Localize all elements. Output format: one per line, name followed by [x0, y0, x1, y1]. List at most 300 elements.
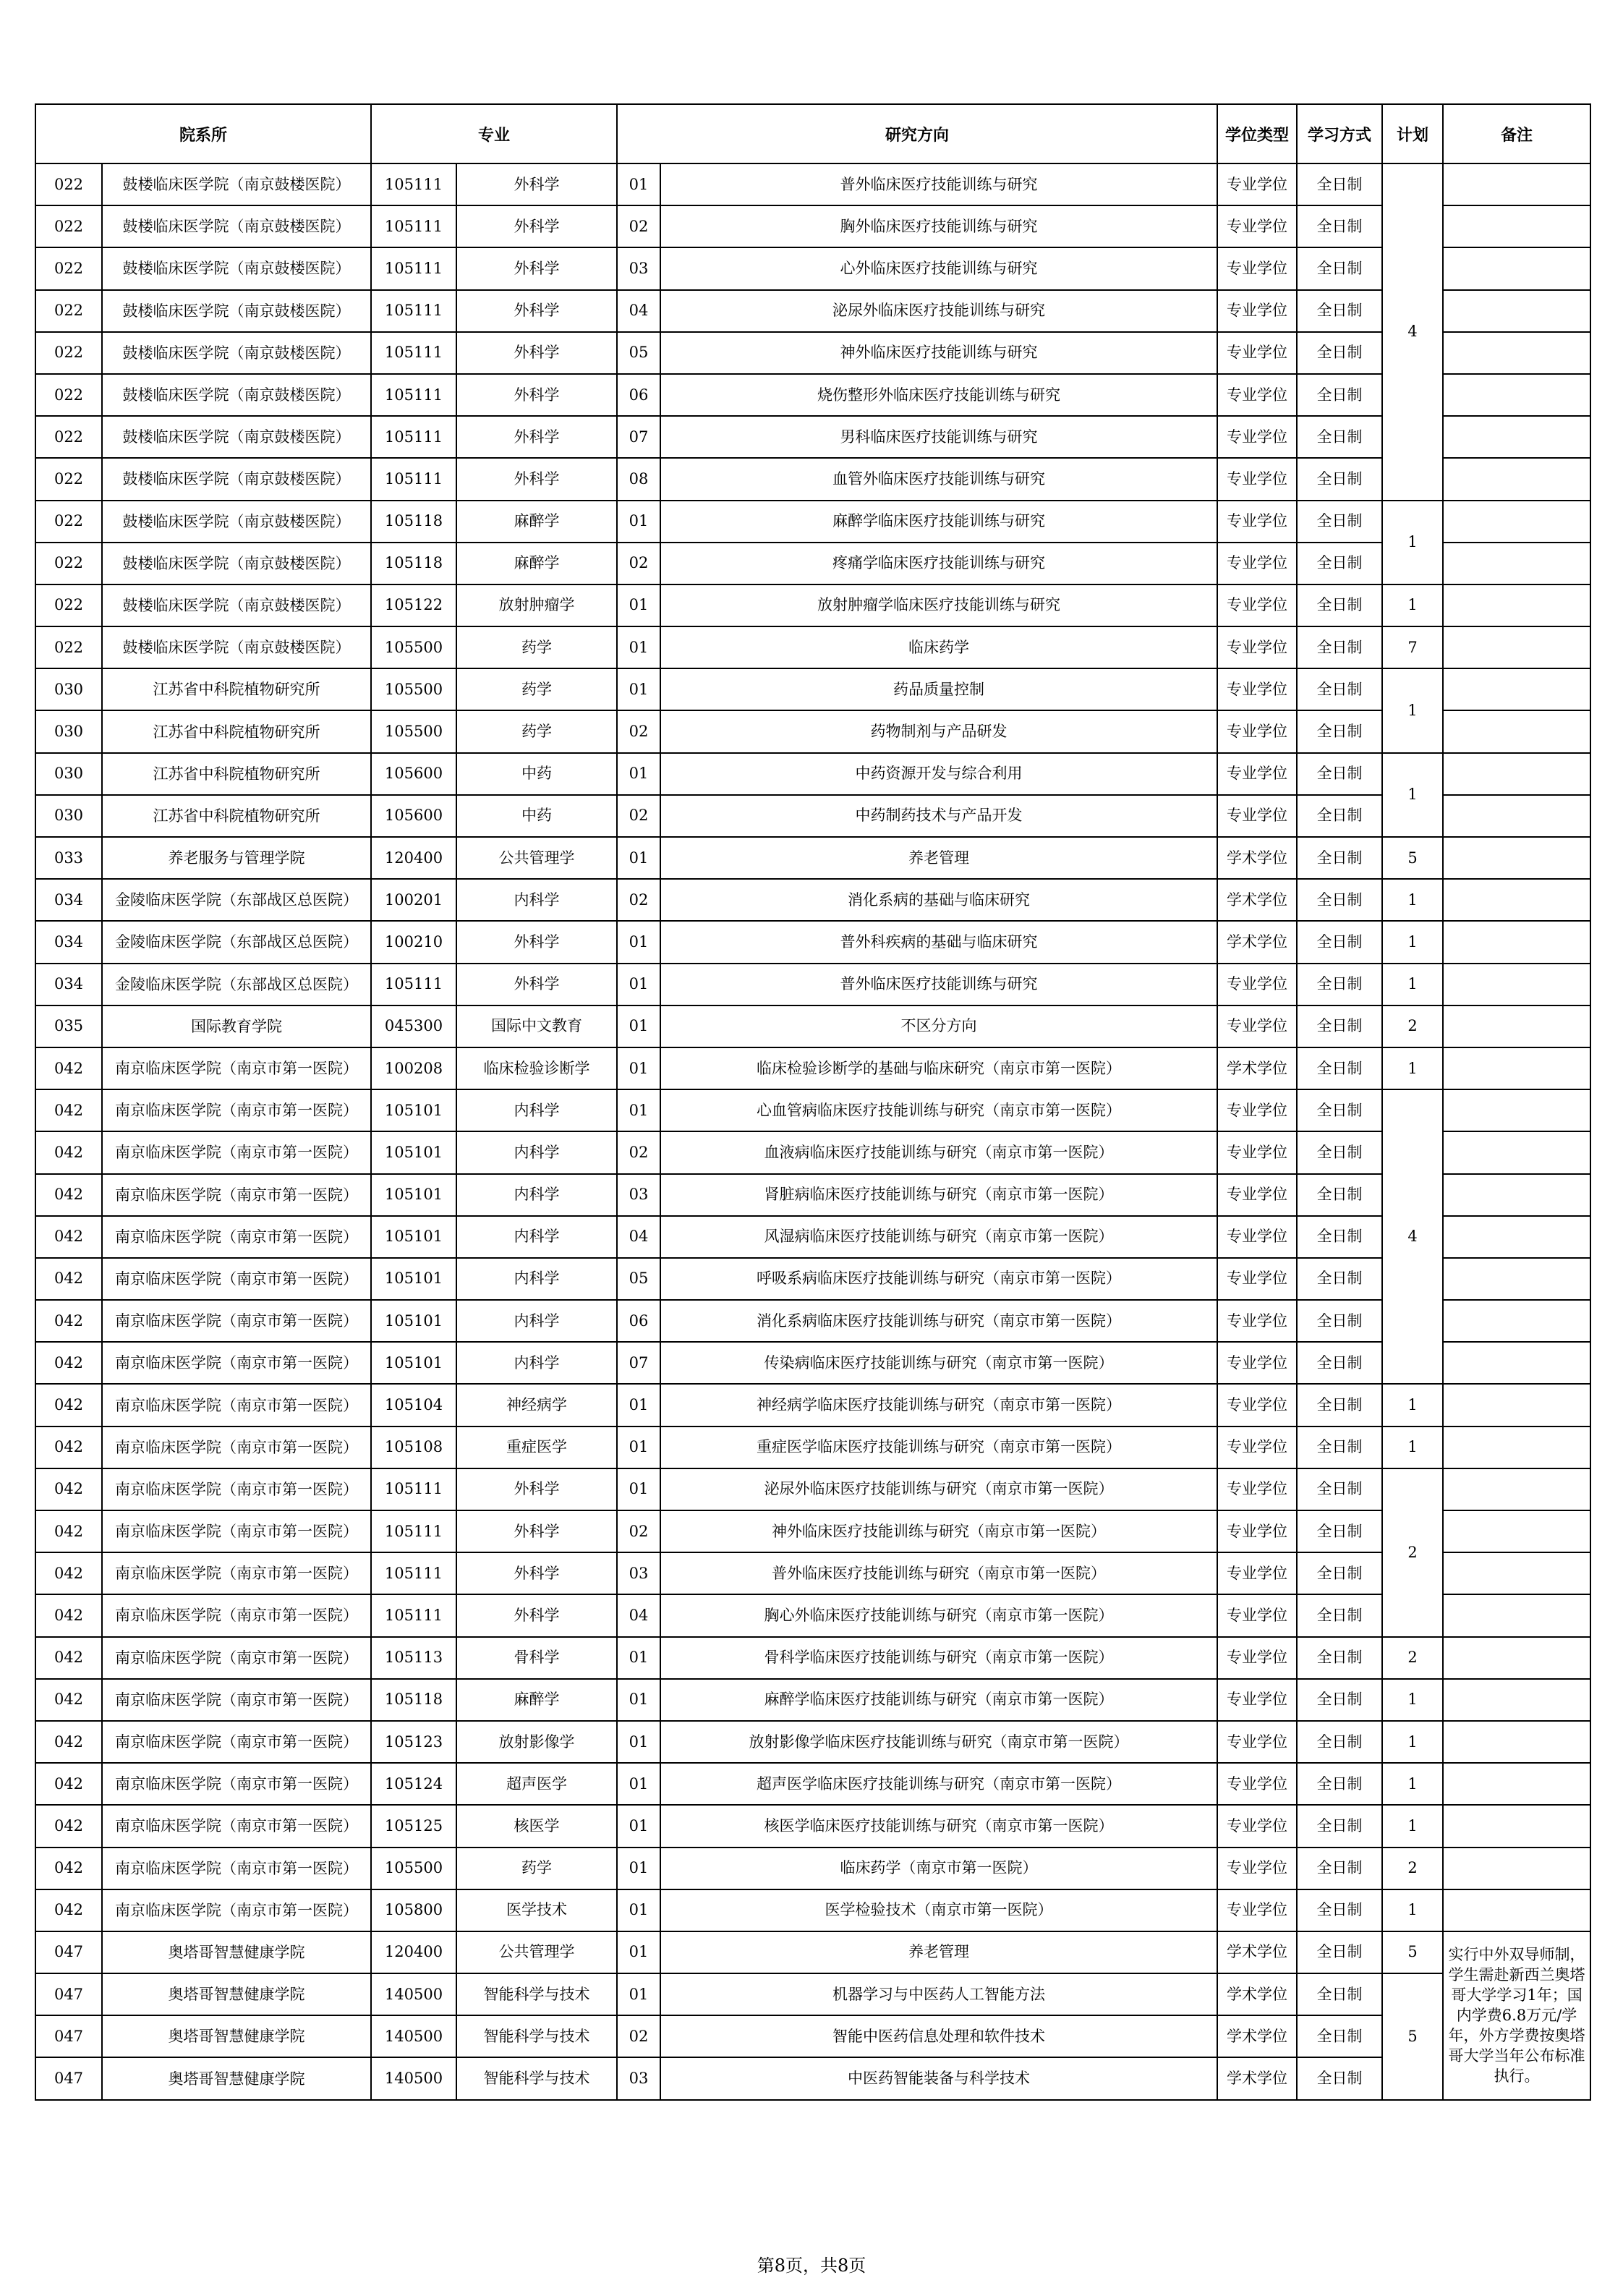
major-name: 麻醉学 [456, 1679, 617, 1721]
table-body [35, 163, 1590, 2100]
major-name: 内科学 [456, 1089, 617, 1131]
degree-type: 专业学位 [1217, 1174, 1297, 1216]
degree-type: 专业学位 [1217, 458, 1297, 500]
study-mode: 全日制 [1297, 1089, 1382, 1131]
college-name: 鼓楼临床医学院（南京鼓楼医院） [102, 332, 371, 374]
table-row [35, 416, 1590, 458]
major-code: 105113 [371, 1637, 456, 1679]
table-row [35, 1300, 1590, 1342]
degree-type: 专业学位 [1217, 710, 1297, 752]
direction-name: 临床药学 [660, 626, 1217, 668]
major-code: 105125 [371, 1805, 456, 1847]
college-name: 南京临床医学院（南京市第一医院） [102, 1594, 371, 1636]
degree-type: 专业学位 [1217, 374, 1297, 416]
direction-name: 重症医学临床医疗技能训练与研究（南京市第一医院） [660, 1427, 1217, 1468]
study-mode: 全日制 [1297, 1848, 1382, 1889]
table-row [35, 1510, 1590, 1552]
college-name: 南京临床医学院（南京市第一医院） [102, 1384, 371, 1426]
major-name: 内科学 [456, 1342, 617, 1384]
major-name: 外科学 [456, 458, 617, 500]
table-row [35, 837, 1590, 879]
table-row [35, 1131, 1590, 1173]
major-name: 核医学 [456, 1805, 617, 1847]
remarks-cell [1443, 1594, 1590, 1636]
degree-type: 专业学位 [1217, 668, 1297, 710]
direction-name: 放射肿瘤学临床医疗技能训练与研究 [660, 584, 1217, 626]
study-mode: 全日制 [1297, 416, 1382, 458]
major-name: 外科学 [456, 416, 617, 458]
study-mode: 全日制 [1297, 1889, 1382, 1931]
direction-code: 01 [617, 753, 660, 795]
table-row [35, 1552, 1590, 1594]
study-mode: 全日制 [1297, 1763, 1382, 1805]
major-code: 105500 [371, 626, 456, 668]
study-mode: 全日制 [1297, 205, 1382, 247]
direction-code: 02 [617, 543, 660, 584]
study-mode: 全日制 [1297, 2015, 1382, 2057]
major-name: 医学技术 [456, 1889, 617, 1931]
direction-name: 麻醉学临床医疗技能训练与研究 [660, 501, 1217, 543]
major-code: 120400 [371, 1931, 456, 1973]
direction-name: 心血管病临床医疗技能训练与研究（南京市第一医院） [660, 1089, 1217, 1131]
college-name: 鼓楼临床医学院（南京鼓楼医院） [102, 374, 371, 416]
degree-type: 专业学位 [1217, 247, 1297, 289]
college-code: 022 [35, 205, 102, 247]
plan-count: 1 [1382, 668, 1443, 752]
major-name: 内科学 [456, 1174, 617, 1216]
direction-code: 02 [617, 1510, 660, 1552]
direction-name: 养老管理 [660, 1931, 1217, 1973]
remarks-cell [1443, 416, 1590, 458]
major-name: 药学 [456, 668, 617, 710]
degree-type: 专业学位 [1217, 1679, 1297, 1721]
table-row [35, 332, 1590, 374]
plan-count: 2 [1382, 1848, 1443, 1889]
study-mode: 全日制 [1297, 1594, 1382, 1636]
degree-type: 专业学位 [1217, 501, 1297, 543]
college-name: 金陵临床医学院（东部战区总医院） [102, 964, 371, 1005]
direction-name: 智能中医药信息处理和软件技术 [660, 2015, 1217, 2057]
college-code: 042 [35, 1089, 102, 1131]
degree-type: 专业学位 [1217, 1089, 1297, 1131]
plan-count: 1 [1382, 1679, 1443, 1721]
college-name: 鼓楼临床医学院（南京鼓楼医院） [102, 416, 371, 458]
table-row [35, 163, 1590, 205]
major-code: 105111 [371, 964, 456, 1005]
direction-code: 02 [617, 1131, 660, 1173]
table-row [35, 668, 1590, 710]
table-row [35, 1342, 1590, 1384]
study-mode: 全日制 [1297, 1300, 1382, 1342]
degree-type: 专业学位 [1217, 1427, 1297, 1468]
header-study-mode: 学习方式 [1297, 104, 1382, 163]
plan-count: 1 [1382, 1805, 1443, 1847]
table-row [35, 1384, 1590, 1426]
remarks-cell [1443, 584, 1590, 626]
college-name: 南京临床医学院（南京市第一医院） [102, 1131, 371, 1173]
table-row [35, 626, 1590, 668]
direction-name: 骨科学临床医疗技能训练与研究（南京市第一医院） [660, 1637, 1217, 1679]
college-code: 033 [35, 837, 102, 879]
degree-type: 专业学位 [1217, 753, 1297, 795]
college-code: 022 [35, 626, 102, 668]
direction-code: 02 [617, 2015, 660, 2057]
college-name: 南京临床医学院（南京市第一医院） [102, 1089, 371, 1131]
major-code: 105111 [371, 374, 456, 416]
major-name: 临床检验诊断学 [456, 1047, 617, 1089]
college-code: 022 [35, 163, 102, 205]
major-name: 外科学 [456, 247, 617, 289]
remarks-cell [1443, 1468, 1590, 1510]
major-code: 045300 [371, 1005, 456, 1047]
major-name: 外科学 [456, 163, 617, 205]
college-name: 南京临床医学院（南京市第一医院） [102, 1805, 371, 1847]
college-code: 022 [35, 374, 102, 416]
college-code: 034 [35, 921, 102, 963]
remarks-cell [1443, 1679, 1590, 1721]
college-name: 南京临床医学院（南京市第一医院） [102, 1300, 371, 1342]
direction-code: 01 [617, 1047, 660, 1089]
study-mode: 全日制 [1297, 290, 1382, 332]
study-mode: 全日制 [1297, 1805, 1382, 1847]
direction-name: 麻醉学临床医疗技能训练与研究（南京市第一医院） [660, 1679, 1217, 1721]
direction-code: 05 [617, 332, 660, 374]
table-row [35, 458, 1590, 500]
header-plan: 计划 [1382, 104, 1443, 163]
degree-type: 专业学位 [1217, 795, 1297, 837]
major-name: 智能科学与技术 [456, 1973, 617, 2015]
college-code: 042 [35, 1889, 102, 1931]
study-mode: 全日制 [1297, 1931, 1382, 1973]
direction-code: 01 [617, 921, 660, 963]
direction-code: 05 [617, 1258, 660, 1300]
college-name: 鼓楼临床医学院（南京鼓楼医院） [102, 501, 371, 543]
table-row [35, 964, 1590, 1005]
plan-count: 1 [1382, 879, 1443, 921]
college-code: 022 [35, 543, 102, 584]
major-code: 105108 [371, 1427, 456, 1468]
college-code: 042 [35, 1047, 102, 1089]
study-mode: 全日制 [1297, 501, 1382, 543]
direction-name: 临床药学（南京市第一医院） [660, 1848, 1217, 1889]
major-name: 外科学 [456, 1552, 617, 1594]
major-code: 105122 [371, 584, 456, 626]
direction-name: 血管外临床医疗技能训练与研究 [660, 458, 1217, 500]
remarks-cell [1443, 1721, 1590, 1763]
major-name: 外科学 [456, 1594, 617, 1636]
major-code: 105111 [371, 1468, 456, 1510]
direction-name: 核医学临床医疗技能训练与研究（南京市第一医院） [660, 1805, 1217, 1847]
college-code: 042 [35, 1300, 102, 1342]
college-name: 鼓楼临床医学院（南京鼓楼医院） [102, 163, 371, 205]
degree-type: 专业学位 [1217, 416, 1297, 458]
college-name: 鼓楼临床医学院（南京鼓楼医院） [102, 626, 371, 668]
remarks-cell [1443, 1300, 1590, 1342]
remarks-cell [1443, 1889, 1590, 1931]
direction-code: 01 [617, 1889, 660, 1931]
study-mode: 全日制 [1297, 626, 1382, 668]
plan-count: 4 [1382, 1089, 1443, 1384]
study-mode: 全日制 [1297, 584, 1382, 626]
major-code: 105111 [371, 1552, 456, 1594]
study-mode: 全日制 [1297, 1005, 1382, 1047]
study-mode: 全日制 [1297, 247, 1382, 289]
college-name: 江苏省中科院植物研究所 [102, 710, 371, 752]
plan-count: 1 [1382, 921, 1443, 963]
study-mode: 全日制 [1297, 1637, 1382, 1679]
table-row [35, 710, 1590, 752]
college-name: 江苏省中科院植物研究所 [102, 753, 371, 795]
plan-count: 1 [1382, 1889, 1443, 1931]
college-code: 042 [35, 1637, 102, 1679]
college-name: 养老服务与管理学院 [102, 837, 371, 879]
direction-code: 01 [617, 1973, 660, 2015]
degree-type: 专业学位 [1217, 290, 1297, 332]
direction-code: 01 [617, 837, 660, 879]
direction-code: 03 [617, 1552, 660, 1594]
major-name: 药学 [456, 626, 617, 668]
plan-count: 4 [1382, 163, 1443, 501]
direction-code: 01 [617, 1763, 660, 1805]
major-name: 外科学 [456, 374, 617, 416]
degree-type: 专业学位 [1217, 1763, 1297, 1805]
remarks-cell [1443, 1216, 1590, 1258]
direction-code: 04 [617, 1594, 660, 1636]
degree-type: 专业学位 [1217, 1300, 1297, 1342]
direction-name: 烧伤整形外临床医疗技能训练与研究 [660, 374, 1217, 416]
direction-name: 药品质量控制 [660, 668, 1217, 710]
college-name: 奥塔哥智慧健康学院 [102, 1931, 371, 1973]
degree-type: 专业学位 [1217, 1216, 1297, 1258]
college-name: 鼓楼临床医学院（南京鼓楼医院） [102, 458, 371, 500]
major-name: 中药 [456, 795, 617, 837]
degree-type: 专业学位 [1217, 1131, 1297, 1173]
table-row [35, 1931, 1590, 1973]
major-name: 药学 [456, 710, 617, 752]
major-code: 100208 [371, 1047, 456, 1089]
direction-name: 疼痛学临床医疗技能训练与研究 [660, 543, 1217, 584]
college-code: 022 [35, 332, 102, 374]
direction-name: 泌尿外临床医疗技能训练与研究（南京市第一医院） [660, 1468, 1217, 1510]
plan-count: 2 [1382, 1468, 1443, 1637]
direction-code: 02 [617, 710, 660, 752]
table-row [35, 879, 1590, 921]
major-name: 超声医学 [456, 1763, 617, 1805]
major-name: 重症医学 [456, 1427, 617, 1468]
major-code: 105101 [371, 1216, 456, 1258]
remarks-cell [1443, 1427, 1590, 1468]
college-name: 国际教育学院 [102, 1005, 371, 1047]
table-row [35, 2015, 1590, 2057]
plan-count: 2 [1382, 1637, 1443, 1679]
table-row [35, 1679, 1590, 1721]
major-name: 骨科学 [456, 1637, 617, 1679]
degree-type: 学术学位 [1217, 837, 1297, 879]
direction-code: 01 [617, 1089, 660, 1131]
major-name: 内科学 [456, 1300, 617, 1342]
major-name: 内科学 [456, 879, 617, 921]
college-code: 022 [35, 458, 102, 500]
major-code: 105500 [371, 668, 456, 710]
major-name: 麻醉学 [456, 501, 617, 543]
direction-name: 超声医学临床医疗技能训练与研究（南京市第一医院） [660, 1763, 1217, 1805]
remarks-cell [1443, 1174, 1590, 1216]
remarks-cell [1443, 1552, 1590, 1594]
college-name: 鼓楼临床医学院（南京鼓楼医院） [102, 247, 371, 289]
direction-name: 机器学习与中医药人工智能方法 [660, 1973, 1217, 2015]
major-code: 140500 [371, 2057, 456, 2099]
degree-type: 专业学位 [1217, 1721, 1297, 1763]
degree-type: 专业学位 [1217, 1805, 1297, 1847]
degree-type: 学术学位 [1217, 879, 1297, 921]
major-name: 外科学 [456, 332, 617, 374]
table-row [35, 1005, 1590, 1047]
major-code: 105111 [371, 247, 456, 289]
study-mode: 全日制 [1297, 1552, 1382, 1594]
direction-code: 06 [617, 1300, 660, 1342]
table-row [35, 1258, 1590, 1300]
major-code: 105111 [371, 458, 456, 500]
major-code: 105101 [371, 1131, 456, 1173]
plan-count: 5 [1382, 1973, 1443, 2100]
major-code: 105118 [371, 1679, 456, 1721]
direction-name: 临床检验诊断学的基础与临床研究（南京市第一医院） [660, 1047, 1217, 1089]
study-mode: 全日制 [1297, 1468, 1382, 1510]
college-code: 047 [35, 2015, 102, 2057]
header-remarks: 备注 [1443, 104, 1590, 163]
degree-type: 专业学位 [1217, 332, 1297, 374]
direction-code: 01 [617, 1679, 660, 1721]
degree-type: 专业学位 [1217, 964, 1297, 1005]
college-code: 030 [35, 710, 102, 752]
college-code: 022 [35, 416, 102, 458]
degree-type: 学术学位 [1217, 1973, 1297, 2015]
major-name: 内科学 [456, 1258, 617, 1300]
study-mode: 全日制 [1297, 1721, 1382, 1763]
study-mode: 全日制 [1297, 1258, 1382, 1300]
college-code: 042 [35, 1216, 102, 1258]
direction-code: 02 [617, 879, 660, 921]
degree-type: 学术学位 [1217, 2057, 1297, 2099]
degree-type: 专业学位 [1217, 1510, 1297, 1552]
table-row [35, 1889, 1590, 1931]
table-row [35, 1805, 1590, 1847]
direction-name: 养老管理 [660, 837, 1217, 879]
plan-count: 1 [1382, 584, 1443, 626]
major-code: 140500 [371, 2015, 456, 2057]
major-code: 105118 [371, 501, 456, 543]
table-row [35, 1427, 1590, 1468]
study-mode: 全日制 [1297, 374, 1382, 416]
remarks-cell [1443, 1005, 1590, 1047]
direction-name: 风湿病临床医疗技能训练与研究（南京市第一医院） [660, 1216, 1217, 1258]
degree-type: 专业学位 [1217, 1384, 1297, 1426]
college-name: 江苏省中科院植物研究所 [102, 668, 371, 710]
college-name: 金陵临床医学院（东部战区总医院） [102, 921, 371, 963]
table-row [35, 921, 1590, 963]
major-code: 105101 [371, 1342, 456, 1384]
major-code: 105600 [371, 795, 456, 837]
remarks-cell [1443, 964, 1590, 1005]
study-mode: 全日制 [1297, 668, 1382, 710]
major-name: 国际中文教育 [456, 1005, 617, 1047]
major-name: 外科学 [456, 964, 617, 1005]
major-code: 105111 [371, 416, 456, 458]
plan-count: 5 [1382, 837, 1443, 879]
table-row [35, 290, 1590, 332]
degree-type: 专业学位 [1217, 1637, 1297, 1679]
direction-code: 01 [617, 501, 660, 543]
study-mode: 全日制 [1297, 458, 1382, 500]
major-code: 100210 [371, 921, 456, 963]
major-name: 内科学 [456, 1131, 617, 1173]
major-code: 105111 [371, 290, 456, 332]
direction-code: 03 [617, 247, 660, 289]
table-row [35, 1468, 1590, 1510]
major-code: 140500 [371, 1973, 456, 2015]
table-row [35, 795, 1590, 837]
direction-code: 01 [617, 1637, 660, 1679]
degree-type: 专业学位 [1217, 1258, 1297, 1300]
major-name: 公共管理学 [456, 837, 617, 879]
direction-name: 中医药智能装备与科学技术 [660, 2057, 1217, 2099]
table-row [35, 584, 1590, 626]
direction-name: 药物制剂与产品研发 [660, 710, 1217, 752]
remarks-cell [1443, 1805, 1590, 1847]
remarks-cell [1443, 879, 1590, 921]
direction-name: 泌尿外临床医疗技能训练与研究 [660, 290, 1217, 332]
table-row [35, 1973, 1590, 2015]
college-code: 042 [35, 1763, 102, 1805]
direction-code: 04 [617, 1216, 660, 1258]
major-name: 外科学 [456, 1510, 617, 1552]
direction-code: 06 [617, 374, 660, 416]
college-name: 南京临床医学院（南京市第一医院） [102, 1721, 371, 1763]
direction-code: 01 [617, 584, 660, 626]
direction-code: 01 [617, 1005, 660, 1047]
college-name: 南京临床医学院（南京市第一医院） [102, 1889, 371, 1931]
major-name: 内科学 [456, 1216, 617, 1258]
major-code: 105101 [371, 1300, 456, 1342]
table-row [35, 753, 1590, 795]
degree-type: 学术学位 [1217, 1047, 1297, 1089]
major-code: 105500 [371, 710, 456, 752]
major-code: 105111 [371, 1510, 456, 1552]
plan-count: 1 [1382, 501, 1443, 584]
study-mode: 全日制 [1297, 964, 1382, 1005]
table-row [35, 1848, 1590, 1889]
remarks-cell [1443, 458, 1590, 500]
remarks-cell [1443, 710, 1590, 752]
major-code: 105800 [371, 1889, 456, 1931]
remarks-cell [1443, 753, 1590, 795]
degree-type: 学术学位 [1217, 921, 1297, 963]
direction-name: 放射影像学临床医疗技能训练与研究（南京市第一医院） [660, 1721, 1217, 1763]
plan-count: 1 [1382, 1763, 1443, 1805]
college-code: 034 [35, 964, 102, 1005]
major-code: 105111 [371, 163, 456, 205]
direction-name: 普外临床医疗技能训练与研究（南京市第一医院） [660, 1552, 1217, 1594]
direction-name: 不区分方向 [660, 1005, 1217, 1047]
direction-name: 神外临床医疗技能训练与研究 [660, 332, 1217, 374]
major-name: 外科学 [456, 205, 617, 247]
remarks-note: 实行中外双导师制，学生需赴新西兰奥塔哥大学学习1年；国内学费6.8万元/学年，外方学费按奥塔哥大学当年公布标准执行。 [1443, 1931, 1590, 2100]
college-code: 047 [35, 1931, 102, 1973]
table-row [35, 1721, 1590, 1763]
table-row [35, 1216, 1590, 1258]
study-mode: 全日制 [1297, 921, 1382, 963]
major-code: 105101 [371, 1174, 456, 1216]
